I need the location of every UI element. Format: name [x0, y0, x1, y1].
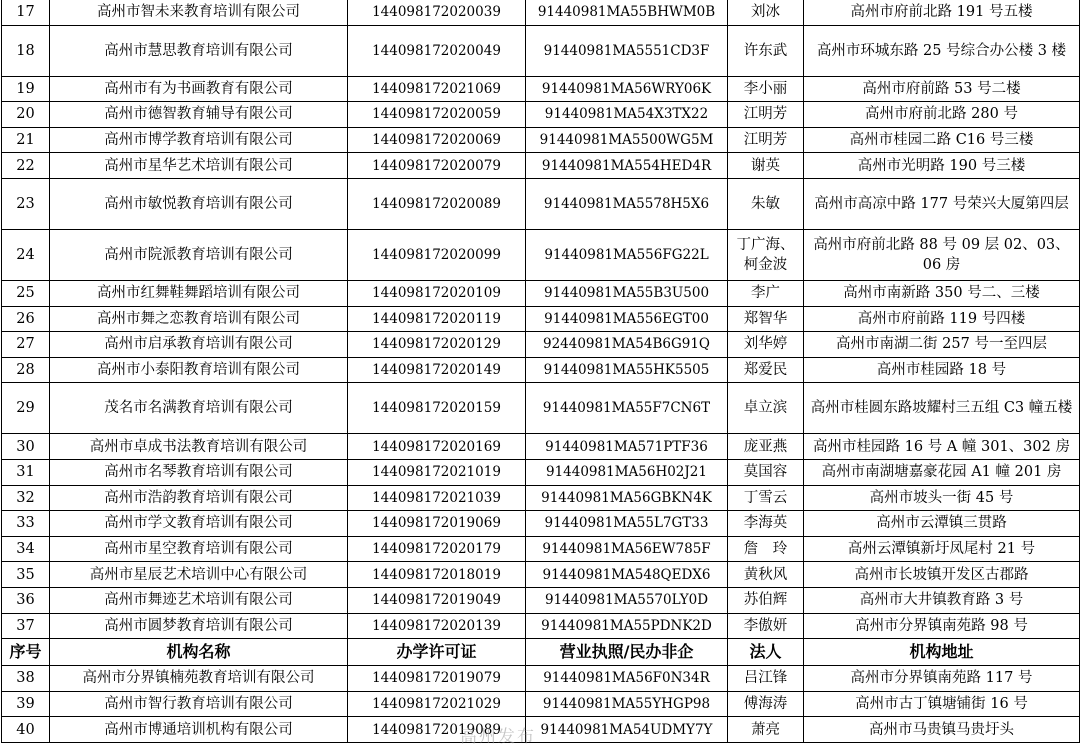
cell-license: 144098172019079 [348, 666, 526, 692]
header-person: 法人 [728, 639, 804, 666]
cell-address: 高州市高凉中路 177 号荣兴大厦第四层 [804, 178, 1080, 229]
cell-name: 高州市舞之恋教育培训有限公司 [50, 306, 348, 332]
cell-address: 高州市府前北路 191 号五楼 [804, 0, 1080, 25]
cell-name: 高州市有为书画教育有限公司 [50, 76, 348, 102]
cell-address: 高州市光明路 190 号三楼 [804, 153, 1080, 179]
cell-no: 19 [2, 76, 50, 102]
cell-license: 144098172021029 [348, 691, 526, 717]
cell-person: 丁广海、柯金波 [728, 229, 804, 280]
cell-license: 144098172020099 [348, 229, 526, 280]
cell-no: 26 [2, 306, 50, 332]
cell-address: 高州市南湖二街 257 号一至四层 [804, 332, 1080, 358]
cell-license: 144098172020039 [348, 0, 526, 25]
cell-business: 91440981MA554HED4R [526, 153, 728, 179]
cell-license: 144098172020059 [348, 102, 526, 128]
cell-license: 144098172021069 [348, 76, 526, 102]
cell-person: 刘冰 [728, 0, 804, 25]
cell-business: 91440981MA56GBKN4K [526, 485, 728, 511]
cell-person: 丁雪云 [728, 485, 804, 511]
cell-name: 高州市舞迹艺术培训有限公司 [50, 587, 348, 613]
cell-business: 91440981MA55YHGP98 [526, 691, 728, 717]
cell-address: 高州市府前路 119 号四楼 [804, 306, 1080, 332]
cell-no: 25 [2, 280, 50, 306]
table-row [2, 511, 1080, 537]
cell-business: 91440981MA56H02J21 [526, 459, 728, 485]
cell-business: 91440981MA5570LY0D [526, 587, 728, 613]
cell-name: 高州市院派教育培训有限公司 [50, 229, 348, 280]
cell-business: 91440981MA5578H5X6 [526, 178, 728, 229]
cell-name: 高州市智行教育培训有限公司 [50, 691, 348, 717]
cell-address: 高州市分界镇南苑路 98 号 [804, 613, 1080, 639]
cell-no: 32 [2, 485, 50, 511]
cell-person: 谢英 [728, 153, 804, 179]
cell-no: 38 [2, 666, 50, 692]
cell-license: 144098172020129 [348, 332, 526, 358]
cell-license: 144098172019049 [348, 587, 526, 613]
cell-no: 29 [2, 383, 50, 434]
cell-person: 萧亮 [728, 717, 804, 743]
cell-name: 高州市星辰艺术培训中心有限公司 [50, 562, 348, 588]
table-row [2, 459, 1080, 485]
cell-address: 高州市府前北路 88 号 09 层 02、03、06 房 [804, 229, 1080, 280]
cell-person: 莫国容 [728, 459, 804, 485]
table-row [2, 25, 1080, 76]
table-row [2, 229, 1080, 280]
cell-license: 144098172020089 [348, 178, 526, 229]
cell-name: 高州市名琴教育培训有限公司 [50, 459, 348, 485]
cell-no: 17 [2, 0, 50, 25]
cell-license: 144098172020119 [348, 306, 526, 332]
table-row [2, 613, 1080, 639]
header-row [2, 639, 1080, 666]
table-row [2, 691, 1080, 717]
cell-no: 22 [2, 153, 50, 179]
cell-license: 144098172019089 [348, 717, 526, 743]
cell-name: 高州市圆梦教育培训有限公司 [50, 613, 348, 639]
cell-business: 91440981MA55B3U500 [526, 280, 728, 306]
cell-name: 高州市德智教育辅导有限公司 [50, 102, 348, 128]
cell-business: 91440981MA556EGT00 [526, 306, 728, 332]
cell-person: 傅海涛 [728, 691, 804, 717]
cell-no: 34 [2, 536, 50, 562]
cell-name: 高州市学文教育培训有限公司 [50, 511, 348, 537]
cell-person: 李海英 [728, 511, 804, 537]
cell-no: 18 [2, 25, 50, 76]
cell-name: 高州市慧思教育培训有限公司 [50, 25, 348, 76]
cell-license: 144098172020069 [348, 127, 526, 153]
table-row [2, 434, 1080, 460]
table-row [2, 332, 1080, 358]
cell-license: 144098172018019 [348, 562, 526, 588]
cell-person: 郑智华 [728, 306, 804, 332]
cell-license: 144098172020049 [348, 25, 526, 76]
cell-no: 39 [2, 691, 50, 717]
table-row [2, 717, 1080, 743]
cell-address: 高州市坡头一街 45 号 [804, 485, 1080, 511]
cell-address: 高州市桂园路 16 号 A 幢 301、302 房 [804, 434, 1080, 460]
cell-no: 21 [2, 127, 50, 153]
table-row [2, 0, 1080, 25]
cell-no: 40 [2, 717, 50, 743]
table-row [2, 562, 1080, 588]
cell-business: 91440981MA548QEDX6 [526, 562, 728, 588]
cell-business: 91440981MA56F0N34R [526, 666, 728, 692]
cell-name: 高州市博通培训机构有限公司 [50, 717, 348, 743]
cell-name: 高州市敏悦教育培训有限公司 [50, 178, 348, 229]
cell-business: 91440981MA56EW785F [526, 536, 728, 562]
cell-name: 高州市星空教育培训有限公司 [50, 536, 348, 562]
cell-person: 朱敏 [728, 178, 804, 229]
cell-address: 高州市桂园二路 C16 号三楼 [804, 127, 1080, 153]
cell-business: 92440981MA54B6G91Q [526, 332, 728, 358]
cell-person: 江明芳 [728, 127, 804, 153]
cell-business: 91440981MA556FG22L [526, 229, 728, 280]
watermark: 高州发布 [460, 727, 536, 747]
header-business: 营业执照/民办非企 [526, 639, 728, 666]
cell-no: 30 [2, 434, 50, 460]
cell-no: 28 [2, 357, 50, 383]
cell-license: 144098172021039 [348, 485, 526, 511]
cell-address: 高州市大井镇教育路 3 号 [804, 587, 1080, 613]
table-row [2, 357, 1080, 383]
cell-name: 高州市启承教育培训有限公司 [50, 332, 348, 358]
cell-address: 高州市古丁镇塘铺街 16 号 [804, 691, 1080, 717]
cell-no: 23 [2, 178, 50, 229]
cell-license: 144098172021019 [348, 459, 526, 485]
table-row [2, 76, 1080, 102]
cell-address: 高州市马贵镇马贵圩头 [804, 717, 1080, 743]
cell-person: 庞亚燕 [728, 434, 804, 460]
cell-address: 高州市桂圆东路坡耀村三五组 C3 幢五楼 [804, 383, 1080, 434]
cell-person: 苏伯辉 [728, 587, 804, 613]
table-row [2, 178, 1080, 229]
cell-name: 高州市小泰阳教育培训有限公司 [50, 357, 348, 383]
header-no: 序号 [2, 639, 50, 666]
cell-name: 高州市智未来教育培训有限公司 [50, 0, 348, 25]
cell-name: 高州市博学教育培训有限公司 [50, 127, 348, 153]
cell-name: 高州市卓成书法教育培训有限公司 [50, 434, 348, 460]
cell-license: 144098172020109 [348, 280, 526, 306]
cell-address: 高州市南新路 350 号二、三楼 [804, 280, 1080, 306]
cell-address: 高州市府前路 53 号二楼 [804, 76, 1080, 102]
cell-no: 31 [2, 459, 50, 485]
header-address: 机构地址 [804, 639, 1080, 666]
table-row [2, 587, 1080, 613]
table-row [2, 306, 1080, 332]
cell-business: 91440981MA55HK5505 [526, 357, 728, 383]
cell-business: 91440981MA54UDMY7Y [526, 717, 728, 743]
cell-license: 144098172020159 [348, 383, 526, 434]
table-row [2, 666, 1080, 692]
cell-person: 李小丽 [728, 76, 804, 102]
cell-business: 91440981MA5500WG5M [526, 127, 728, 153]
cell-person: 李广 [728, 280, 804, 306]
table-row [2, 127, 1080, 153]
table-row [2, 485, 1080, 511]
cell-no: 37 [2, 613, 50, 639]
cell-person: 刘华婷 [728, 332, 804, 358]
cell-address: 高州市南湖塘嘉豪花园 A1 幢 201 房 [804, 459, 1080, 485]
cell-no: 36 [2, 587, 50, 613]
cell-name: 高州市星华艺术培训有限公司 [50, 153, 348, 179]
cell-name: 高州市浩韵教育培训有限公司 [50, 485, 348, 511]
cell-address: 高州云潭镇新圩凤尾村 21 号 [804, 536, 1080, 562]
cell-business: 91440981MA55L7GT33 [526, 511, 728, 537]
cell-no: 24 [2, 229, 50, 280]
cell-name: 茂名市名满教育培训有限公司 [50, 383, 348, 434]
cell-no: 35 [2, 562, 50, 588]
cell-business: 91440981MA54X3TX22 [526, 102, 728, 128]
table-body-top [2, 0, 1080, 639]
cell-address: 高州市府前北路 280 号 [804, 102, 1080, 128]
cell-license: 144098172020149 [348, 357, 526, 383]
cell-address: 高州市分界镇南苑路 117 号 [804, 666, 1080, 692]
cell-business: 91440981MA571PTF36 [526, 434, 728, 460]
cell-no: 20 [2, 102, 50, 128]
cell-business: 91440981MA55F7CN6T [526, 383, 728, 434]
cell-name: 高州市红舞鞋舞蹈培训有限公司 [50, 280, 348, 306]
cell-person: 卓立滨 [728, 383, 804, 434]
cell-person: 许东武 [728, 25, 804, 76]
cell-name: 高州市分界镇楠苑教育培训有限公司 [50, 666, 348, 692]
table-row [2, 383, 1080, 434]
table-row [2, 536, 1080, 562]
cell-no: 27 [2, 332, 50, 358]
cell-address: 高州市桂园路 18 号 [804, 357, 1080, 383]
cell-person: 李傲妍 [728, 613, 804, 639]
cell-address: 高州市长坡镇开发区古郡路 [804, 562, 1080, 588]
table-header-row-group [2, 639, 1080, 666]
cell-business: 91440981MA55PDNK2D [526, 613, 728, 639]
cell-no: 33 [2, 511, 50, 537]
cell-person: 郑爱民 [728, 357, 804, 383]
header-license: 办学许可证 [348, 639, 526, 666]
table-row [2, 153, 1080, 179]
cell-business: 91440981MA56WRY06K [526, 76, 728, 102]
cell-license: 144098172020169 [348, 434, 526, 460]
cell-license: 144098172020139 [348, 613, 526, 639]
cell-address: 高州市云潭镇三贯路 [804, 511, 1080, 537]
cell-license: 144098172020079 [348, 153, 526, 179]
cell-license: 144098172020179 [348, 536, 526, 562]
cell-address: 高州市环城东路 25 号综合办公楼 3 楼 [804, 25, 1080, 76]
cell-person: 詹 玲 [728, 536, 804, 562]
institution-table [1, 0, 1080, 743]
table-body-bottom [2, 666, 1080, 743]
table-row [2, 102, 1080, 128]
cell-person: 吕江锋 [728, 666, 804, 692]
cell-person: 江明芳 [728, 102, 804, 128]
table-row [2, 280, 1080, 306]
cell-business: 91440981MA5551CD3F [526, 25, 728, 76]
cell-business: 91440981MA55BHWM0B [526, 0, 728, 25]
cell-person: 黄秋风 [728, 562, 804, 588]
header-name: 机构名称 [50, 639, 348, 666]
cell-license: 144098172019069 [348, 511, 526, 537]
